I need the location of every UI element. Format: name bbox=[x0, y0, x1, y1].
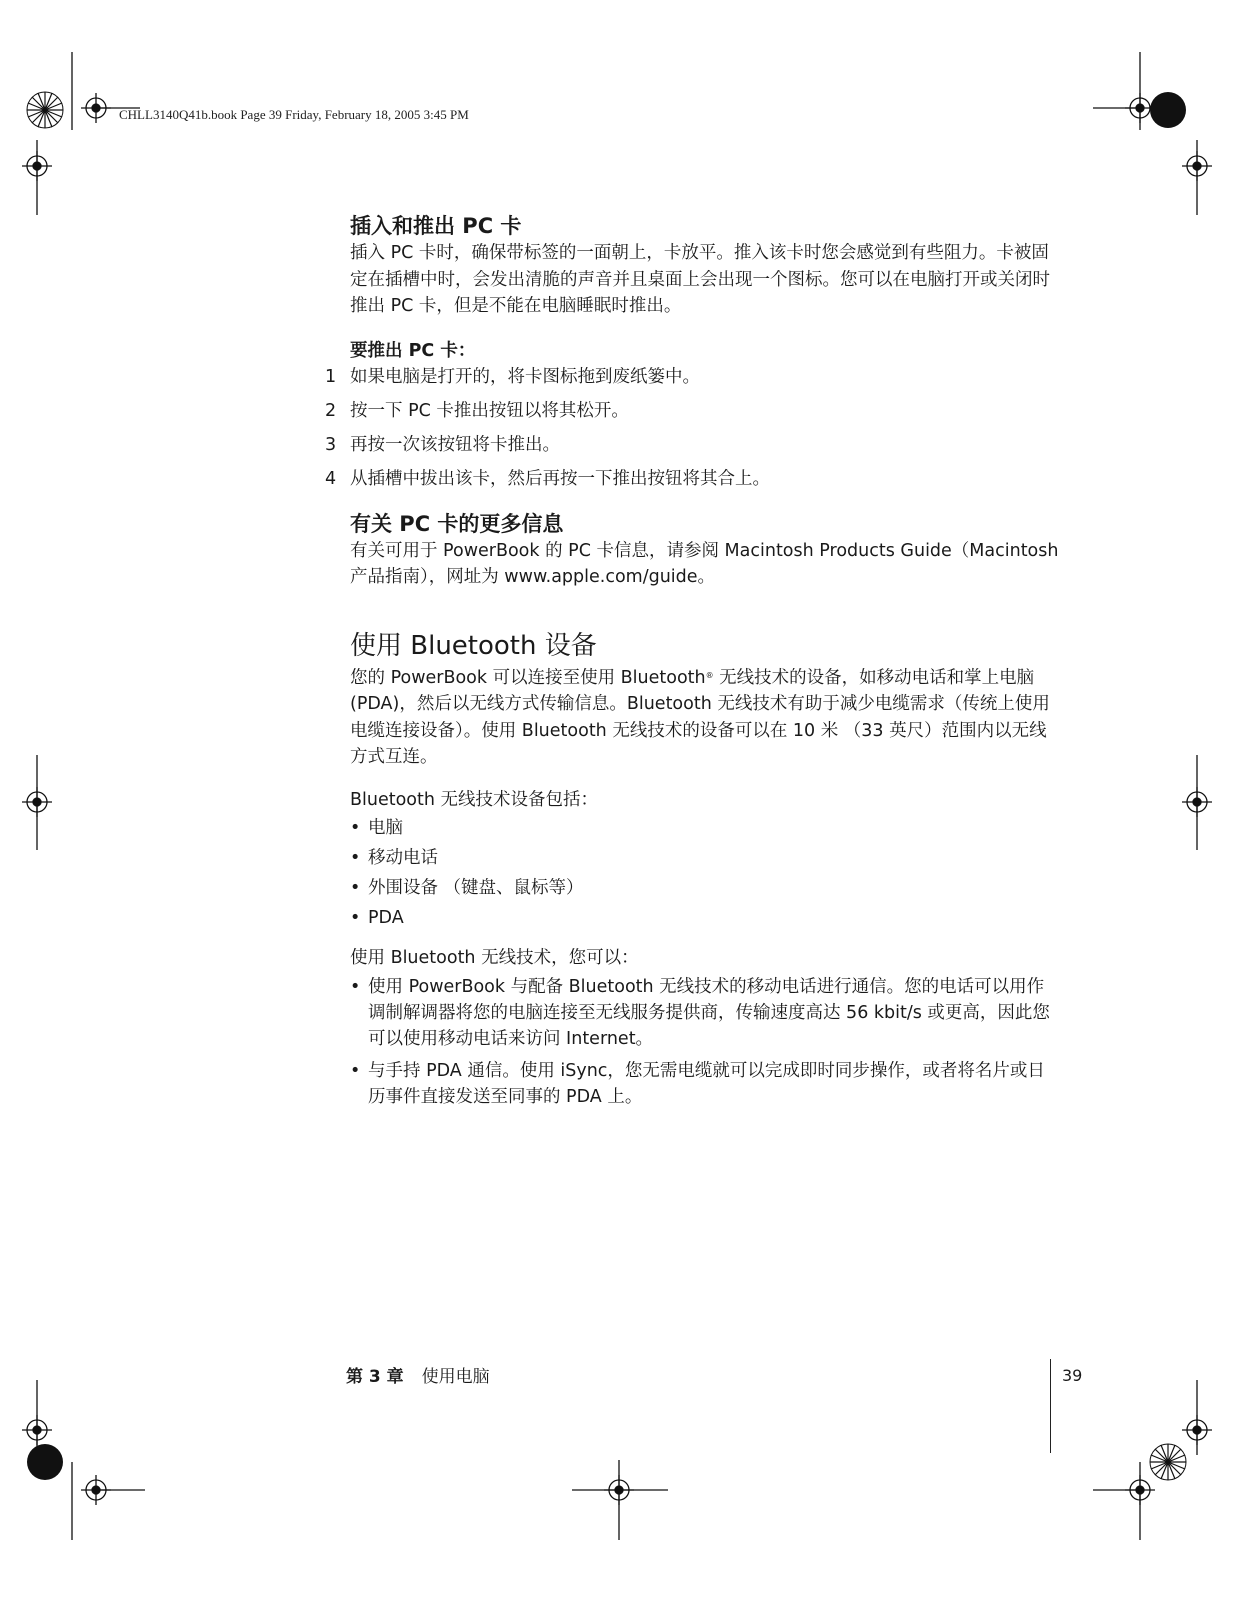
list-item: 4 从插槽中拔出该卡，然后再按一下推出按钮将其合上。 bbox=[325, 468, 770, 489]
more-info-body: 有关可用于 PowerBook 的 PC 卡信息，请参阅 Macintosh Products Guide（Macintosh 产品指南），网址为 www.apple.com/guide。 bbox=[350, 540, 1059, 587]
chapter-footer: 第 3 章 使用电脑 bbox=[346, 1367, 490, 1387]
footer-divider bbox=[1050, 1359, 1051, 1453]
eject-steps bbox=[325, 364, 1060, 492]
list-item: • PDA bbox=[350, 908, 404, 928]
list-item: • 与手持 PDA 通信。使用 iSync，您无需电缆就可以完成即时同步操作，或者将名片或日历事件直接发送至同事的 PDA 上。 bbox=[350, 1060, 1045, 1107]
devices-intro: Bluetooth 无线技术设备包括： bbox=[350, 789, 599, 810]
uses-list bbox=[350, 974, 1060, 1110]
uses-intro: 使用 Bluetooth 无线技术，您可以： bbox=[350, 948, 639, 968]
list-item: • 使用 PowerBook 与配备 Bluetooth 无线技术的移动电话进行通信。您的电话可以用作调制解调器将您的电脑连接至无线服务提供商，传输速度高达 56 kbit/s 或更高，因此您可以使用移动电话来访问 Internet。 bbox=[350, 976, 1050, 1049]
page-number: 39 bbox=[1062, 1366, 1083, 1385]
more-info-heading: 有关 PC 卡的更多信息 bbox=[350, 511, 564, 536]
list-item: 3 再按一次该按钮将卡推出。 bbox=[325, 434, 560, 455]
list-item: • 移动电话 bbox=[350, 848, 438, 868]
list-item: • 外围设备 （键盘、鼠标等） bbox=[350, 878, 584, 898]
registered-mark: ® bbox=[705, 670, 714, 680]
bluetooth-heading: 使用 Bluetooth 设备 bbox=[350, 630, 597, 661]
list-item: 2 按一下 PC 卡推出按钮以将其松开。 bbox=[325, 400, 629, 421]
page-content bbox=[325, 212, 1060, 1116]
pc-card-body: 插入 PC 卡时，确保带标签的一面朝上，卡放平。推入该卡时您会感觉到有些阻力。卡被固定在插槽中时，会发出清脆的声音并且桌面上会出现一个图标。您可以在电脑打开或关闭时推出 PC 卡，但是不能在电脑睡眠时推出。 bbox=[350, 243, 1050, 316]
list-item: • 电脑 bbox=[350, 818, 403, 838]
pc-card-heading: 插入和推出 PC 卡 bbox=[350, 214, 522, 238]
file-slug: CHLL3140Q41b.book Page 39 Friday, February 18, 2005 3:45 PM bbox=[119, 107, 469, 122]
list-item: 1 如果电脑是打开的，将卡图标拖到废纸篓中。 bbox=[325, 366, 700, 387]
bluetooth-body: 您的 PowerBook 可以连接至使用 Bluetooth® 无线技术的设备，如移动电话和掌上电脑 (PDA)，然后以无线方式传输信息。Bluetooth 无线技术有助于减少电缆需求（传统上使用电缆连接设备）。使用 Bluetooth 无线技术的设备可以在 10 米 （33 英尺）范围内以无线方式互连。 bbox=[350, 667, 1050, 767]
devices-list bbox=[350, 815, 1060, 931]
eject-heading: 要推出 PC 卡： bbox=[350, 340, 476, 361]
